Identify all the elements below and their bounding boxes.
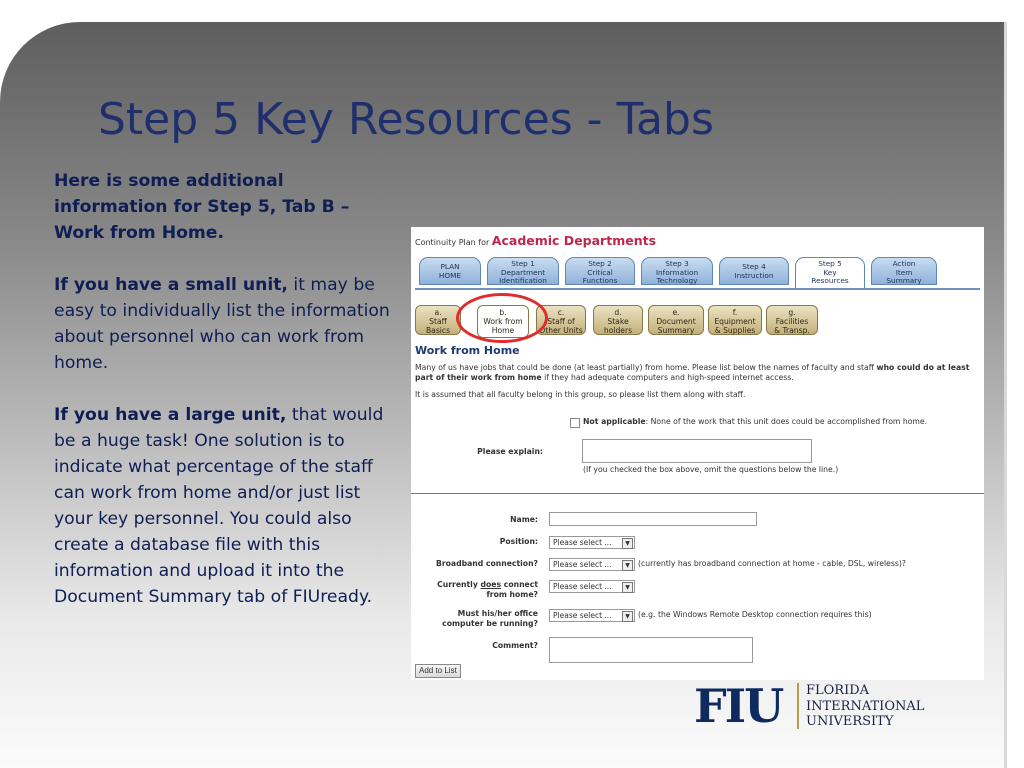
slide-title: Step 5 Key Resources - Tabs <box>98 94 714 145</box>
university-name-line: INTERNATIONAL <box>806 698 925 714</box>
name-label: Name: <box>510 515 538 524</box>
subtab-line: f. <box>732 308 738 317</box>
tab-step-3[interactable] <box>641 257 713 285</box>
tabs-baseline <box>415 288 980 290</box>
tab-line: Step 5 <box>818 259 842 268</box>
fiu-logo <box>694 680 954 732</box>
subtab-line: Staff of <box>547 317 575 326</box>
office-label-line2: computer be running? <box>442 619 538 628</box>
tab-step-1[interactable] <box>487 257 559 285</box>
not-applicable-label <box>583 417 943 427</box>
university-name-line: UNIVERSITY <box>806 714 894 729</box>
connect-text-underlined: does <box>480 580 502 589</box>
position-label: Position: <box>499 537 538 546</box>
intro-text-b: if they had adequate computers and high-speed internet access. <box>541 373 794 382</box>
large-unit-heading: If you have a large unit, <box>54 405 287 425</box>
subtab-line: Summary <box>657 326 695 335</box>
subtab-line: Basics <box>425 326 451 335</box>
tab-line: Functions <box>582 276 618 285</box>
app-header <box>415 233 656 248</box>
not-applicable-text: : None of the work that this unit does could be accomplished from home. <box>645 417 928 426</box>
step-tabs <box>419 257 979 289</box>
connect-text-b: connect <box>501 580 538 589</box>
connect-from-home-label <box>415 580 538 600</box>
subtab-line: Home <box>491 326 515 335</box>
subtab-document-summary[interactable] <box>648 305 704 335</box>
office-select-value: Please select ... <box>553 611 612 620</box>
explain-label: Please explain: <box>477 447 543 456</box>
connect-text-a: Currently <box>437 580 481 589</box>
subtab-line: Stake <box>607 317 629 326</box>
name-input[interactable] <box>549 512 757 526</box>
large-unit-paragraph <box>54 402 399 610</box>
highlight-circle <box>456 293 548 343</box>
subtab-line: & Transp. <box>774 326 810 335</box>
subtab-line: c. <box>557 308 565 317</box>
subtab-line: Staff <box>429 317 447 326</box>
large-unit-text: that would be a huge task! One solution is to indicate what percentage of the staff can work from home and/or just list your key personnel. You could also create a database file with this information and upload it into the Document Summary tab of FIUready. <box>54 405 384 607</box>
position-select[interactable] <box>549 536 635 549</box>
subtab-stakeholders[interactable] <box>593 305 643 335</box>
subtab-line: holders <box>603 326 633 335</box>
tab-action-item-summary[interactable] <box>871 257 937 285</box>
connect-from-home-select[interactable] <box>549 580 635 593</box>
broadband-note: (currently has broadband connection at home - cable, DSL, wireless)? <box>638 559 906 568</box>
subtab-line: Work from <box>483 317 523 326</box>
intro-text-bold: who could do at least part of their work from home <box>415 363 970 382</box>
office-computer-note: (e.g. the Windows Remote Desktop connection requires this) <box>638 610 872 619</box>
header-prefix: Continuity Plan for <box>415 238 490 247</box>
chevron-down-icon: ▼ <box>622 582 633 593</box>
subtab-line: Equipment <box>714 317 756 326</box>
chevron-down-icon: ▼ <box>622 611 633 622</box>
small-unit-paragraph <box>54 272 399 376</box>
chevron-down-icon: ▼ <box>622 538 633 549</box>
comment-textarea[interactable] <box>549 637 753 663</box>
tab-line: PLAN <box>440 262 460 271</box>
intro-paragraph <box>415 363 981 383</box>
section-divider <box>411 493 984 494</box>
subtab-line: Document <box>656 317 696 326</box>
tab-line: Step 3 <box>665 259 689 268</box>
tab-line: Item <box>895 267 913 277</box>
tab-line: Technology <box>656 276 698 285</box>
explain-note: (If you checked the box above, omit the questions below the line.) <box>583 465 839 474</box>
tab-line: Critical <box>587 267 613 277</box>
tab-line: Step 1 <box>511 259 535 268</box>
subtab-line: b. <box>499 308 507 317</box>
connect-select-value: Please select ... <box>553 582 612 591</box>
header-department: Academic Departments <box>491 233 657 248</box>
subtab-staff-basics[interactable] <box>415 305 461 335</box>
section-title: Work from Home <box>415 344 520 357</box>
university-name <box>806 683 924 730</box>
tab-step-2[interactable] <box>565 257 635 285</box>
tab-step-4[interactable] <box>719 257 789 285</box>
add-to-list-button[interactable]: Add to List <box>415 664 461 678</box>
subtab-line: a. <box>434 308 442 317</box>
small-unit-heading: If you have a small unit, <box>54 275 288 295</box>
subtab-equipment-supplies[interactable] <box>708 305 762 335</box>
office-computer-label <box>415 609 538 629</box>
tab-line: Action <box>892 259 916 268</box>
subtab-line: Facilities <box>775 317 809 326</box>
tab-line: HOME <box>438 270 462 280</box>
tab-line: Identification <box>499 276 547 285</box>
logo-divider <box>797 683 799 729</box>
slide-body <box>54 168 399 636</box>
tab-line: Instruction <box>734 270 774 280</box>
tab-line: Summary <box>886 276 922 285</box>
intro-text: Here is some additional information for Step 5, Tab B – Work from Home. <box>54 171 350 243</box>
subtab-line: g. <box>788 308 796 317</box>
tab-line: Resources <box>811 276 849 285</box>
connect-label-line1 <box>415 580 538 590</box>
small-unit-text: it may be easy to individually list the information about personnel who can work from home. <box>54 275 390 373</box>
assumption-text: It is assumed that all faculty belong in this group, so please list them along with staff. <box>415 390 746 399</box>
university-name-line: FLORIDA <box>806 683 870 698</box>
broadband-select-value: Please select ... <box>553 560 612 569</box>
not-applicable-checkbox[interactable] <box>570 418 580 428</box>
slide-edge-rail <box>1004 22 1007 768</box>
office-computer-select[interactable] <box>549 609 635 622</box>
position-select-value: Please select ... <box>553 538 612 547</box>
subtab-line: Other Units <box>539 326 583 335</box>
tab-line: Department <box>500 267 546 277</box>
broadband-select[interactable] <box>549 558 635 571</box>
intro-text-a: Many of us have jobs that could be done (at least partially) from home. Please list below the names of faculty and staff <box>415 363 877 372</box>
chevron-down-icon: ▼ <box>622 560 633 571</box>
tab-line: Step 2 <box>588 259 612 268</box>
tab-line: Step 4 <box>742 262 766 271</box>
connect-label-line2: from home? <box>486 590 538 599</box>
subtab-line: d. <box>614 308 622 317</box>
tab-line: Key <box>823 267 837 277</box>
not-applicable-heading: Not applicable <box>583 417 646 426</box>
broadband-label: Broadband connection? <box>435 559 538 568</box>
subtab-line: e. <box>672 308 680 317</box>
office-label-line1: Must his/her office <box>457 609 538 618</box>
fiu-logo-mark: FIU <box>694 679 783 733</box>
subtab-facilities-transp[interactable] <box>766 305 818 335</box>
app-screenshot <box>411 227 984 680</box>
tab-line: Information <box>655 267 699 277</box>
tab-plan-home[interactable] <box>419 257 481 285</box>
tab-step-5[interactable] <box>795 257 865 289</box>
explain-textarea[interactable] <box>582 439 812 463</box>
comment-label: Comment? <box>492 641 538 650</box>
subtab-line: & Supplies <box>714 326 756 335</box>
intro-paragraph <box>54 168 399 246</box>
